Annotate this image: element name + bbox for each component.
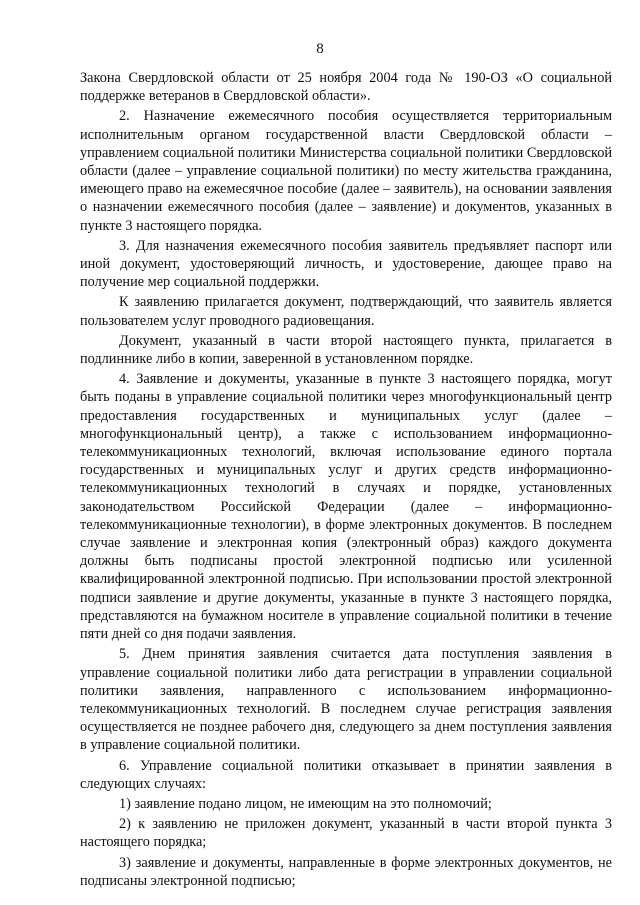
paragraph-item-2: 2. Назначение ежемесячного пособия осуществляется территориальным исполнительным органом государственной власти Свердловской области – управлением социальной политики Министерства социальной политики Свердловской области (далее – управление социальной политики) по месту жительства гражданина, имеющего право на ежемесячное пособие (далее – заявитель), на основании заявления о назначении ежемесячного пособия (далее – заявление) и документов, указанных в пункте 3 настоящего порядка. [80, 108, 612, 234]
paragraph-law-reference: Закона Свердловской области от 25 ноября 2004 года № 190-ОЗ «О социальной поддержке ветеранов в Свердловской области». [80, 70, 612, 105]
paragraph-item-3-part-3: Документ, указанный в части второй настоящего пункта, прилагается в подлиннике либо в копии, заверенной в установленном порядке. [80, 332, 612, 368]
list-item: 1) заявление подано лицом, не имеющим на это полномочий; [119, 795, 492, 812]
list-item: 3) заявление и документы, направленные в форме электронных документов, не подписаны электронной подписью; [80, 854, 612, 889]
document-body [80, 69, 612, 892]
paragraph-item-4: 4. Заявление и документы, указанные в пункте 3 настоящего порядка, могут быть поданы в управление социальной политики через многофункциональный центр предоставления государственных и муниципальных услуг (далее – многофункциональный центр), а также с использованием информационно-телекоммуникационных технологий, включая использование единого портала государственных и муниципальных услуг и других средств информационно-телекоммуникационных технологий в случаях и порядке, установленных законодательством Российской Федерации (далее – информационно-телекоммуникационные технологии), в форме электронных документов. В последнем случае заявление и электронная копия (электронный образ) каждого документа должны быть подписаны простой электронной подписью или усиленной квалифицированной электронной подписью. При использовании простой электронной подписи заявление и другие документы, указанные в пункте 3 настоящего порядка, представляются на бумажном носителе в управление социальной политики в течение пяти дней со дня подачи заявления. [80, 371, 612, 643]
page-number: 8 [316, 41, 324, 57]
paragraph-item-3-part-2: К заявлению прилагается документ, подтверждающий, что заявитель является пользователем услуг проводного радиовещания. [80, 294, 612, 329]
paragraph-item-3: 3. Для назначения ежемесячного пособия заявитель предъявляет паспорт или иной документ, удостоверяющий личность, и удостоверение, дающее право на получение мер социальной поддержки. [80, 237, 612, 291]
paragraph-item-6: 6. Управление социальной политики отказывает в принятии заявления в следующих случаях: [80, 757, 612, 792]
paragraph-item-5: 5. Днем принятия заявления считается дата поступления заявления в управление социальной политики либо дата регистрации в управлении социальной политики заявления, направленного с использованием информационно-телекоммуникационных технологий. В последнем случае регистрация заявления осуществляется не позднее рабочего дня, следующего за днем поступления заявления в управление социальной политики. [80, 646, 612, 754]
list-item: 2) к заявлению не приложен документ, указанный в части второй пункта 3 настоящего порядка; [80, 816, 612, 851]
